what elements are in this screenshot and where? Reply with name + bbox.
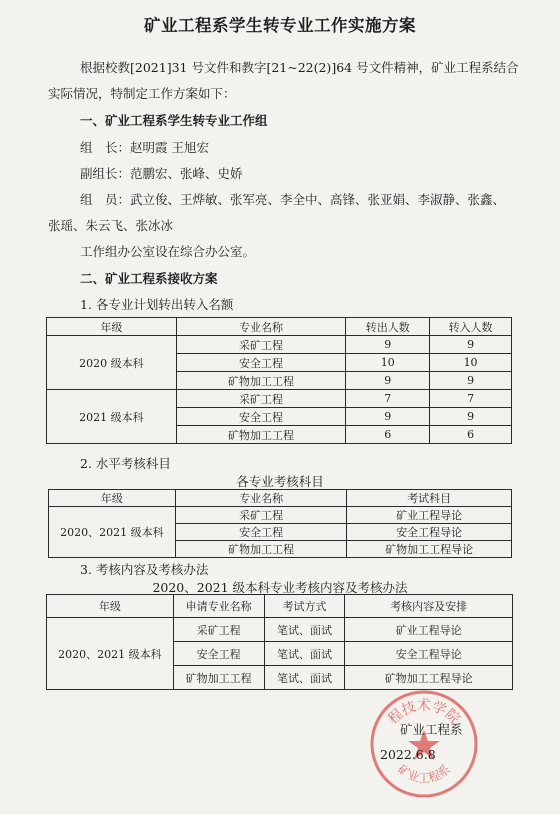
major-cell: 矿物加工工程 bbox=[175, 541, 347, 558]
method-table bbox=[46, 594, 513, 690]
header-content: 考核内容及安排 bbox=[345, 595, 513, 618]
header-major: 申请专业名称 bbox=[173, 595, 264, 618]
seal-text-bottom: 矿业工程系 bbox=[395, 762, 453, 786]
out-cell: 7 bbox=[346, 390, 430, 408]
out-cell: 6 bbox=[346, 426, 430, 444]
method-cell: 笔试、面试 bbox=[264, 618, 345, 642]
major-cell: 采矿工程 bbox=[173, 618, 264, 642]
header-in: 转入人数 bbox=[430, 318, 512, 336]
content-cell: 矿业工程导论 bbox=[345, 618, 513, 642]
vice-leader: 副组长：范鹏宏、张峰、史娇 bbox=[80, 166, 243, 181]
major-cell: 矿物加工工程 bbox=[173, 666, 264, 690]
major-cell: 采矿工程 bbox=[176, 336, 346, 354]
in-cell: 9 bbox=[430, 372, 512, 390]
method-cell: 笔试、面试 bbox=[264, 642, 345, 666]
table-row bbox=[47, 390, 512, 408]
subject-cell: 矿物加工工程导论 bbox=[347, 541, 512, 558]
subject-cell: 矿业工程导论 bbox=[347, 507, 512, 524]
out-cell: 9 bbox=[346, 336, 430, 354]
major-cell: 采矿工程 bbox=[175, 507, 347, 524]
subsection-subjects: 2. 水平考核科目 bbox=[80, 456, 171, 471]
major-cell: 采矿工程 bbox=[176, 390, 346, 408]
in-cell: 9 bbox=[430, 336, 512, 354]
out-cell: 10 bbox=[346, 354, 430, 372]
table-row bbox=[47, 618, 513, 642]
header-grade: 年级 bbox=[47, 318, 177, 336]
official-seal-stamp bbox=[368, 688, 480, 800]
subjects-table bbox=[48, 489, 512, 558]
in-cell: 9 bbox=[430, 408, 512, 426]
signature-date: 2022.6.8 bbox=[380, 747, 436, 762]
header-grade: 年级 bbox=[49, 490, 176, 507]
major-cell: 矿物加工工程 bbox=[176, 372, 346, 390]
major-cell: 安全工程 bbox=[175, 524, 347, 541]
table3-caption: 2020、2021 级本科专业考核内容及考核办法 bbox=[152, 580, 408, 595]
table-row bbox=[49, 507, 512, 524]
intro-line-1: 根据校教[2021]31 号文件和教字[21~22(2)]64 号文件精神，矿业工程系结合 bbox=[80, 60, 519, 75]
members-line-1: 组 员：武立俊、王烨敏、张军亮、李全中、高锋、张亚娟、李淑静、张鑫、 bbox=[80, 192, 506, 207]
out-cell: 9 bbox=[346, 372, 430, 390]
section1-heading: 一、矿业工程系学生转专业工作组 bbox=[80, 113, 268, 128]
grade-cell: 2020 级本科 bbox=[47, 336, 177, 390]
subject-cell: 安全工程导论 bbox=[347, 524, 512, 541]
quota-table bbox=[46, 317, 512, 444]
content-cell: 安全工程导论 bbox=[345, 642, 513, 666]
subsection-method: 3. 考核内容及考核办法 bbox=[80, 562, 209, 577]
header-subject: 考试科目 bbox=[347, 490, 512, 507]
header-out: 转出人数 bbox=[346, 318, 430, 336]
header-major: 专业名称 bbox=[175, 490, 347, 507]
members-line-2: 张瑶、朱云飞、张冰冰 bbox=[48, 218, 174, 233]
major-cell: 安全工程 bbox=[176, 354, 346, 372]
header-method: 考试方式 bbox=[264, 595, 345, 618]
content-cell: 矿物加工工程导论 bbox=[345, 666, 513, 690]
major-cell: 安全工程 bbox=[176, 408, 346, 426]
major-cell: 安全工程 bbox=[173, 642, 264, 666]
grade-cell: 2020、2021 级本科 bbox=[49, 507, 176, 558]
section2-heading: 二、矿业工程系接收方案 bbox=[80, 271, 218, 286]
in-cell: 7 bbox=[430, 390, 512, 408]
grade-cell: 2020、2021 级本科 bbox=[47, 618, 174, 690]
in-cell: 6 bbox=[430, 426, 512, 444]
header-grade: 年级 bbox=[47, 595, 174, 618]
office-note: 工作组办公室设在综合办公室。 bbox=[80, 244, 256, 259]
in-cell: 10 bbox=[430, 354, 512, 372]
major-cell: 矿物加工工程 bbox=[176, 426, 346, 444]
grade-cell: 2021 级本科 bbox=[47, 390, 177, 444]
method-cell: 笔试、面试 bbox=[264, 666, 345, 690]
seal-text-top: 程技术学院 bbox=[385, 698, 463, 728]
table-row bbox=[47, 336, 512, 354]
subsection-quota: 1. 各专业计划转出转入名额 bbox=[80, 297, 234, 312]
header-major: 专业名称 bbox=[176, 318, 346, 336]
document-title: 矿业工程系学生转专业工作实施方案 bbox=[144, 16, 416, 35]
signature-org: 矿业工程系 bbox=[400, 722, 463, 737]
out-cell: 9 bbox=[346, 408, 430, 426]
table2-caption: 各专业考核科目 bbox=[236, 474, 324, 489]
group-leader: 组 长：赵明霞 王旭宏 bbox=[80, 140, 209, 155]
intro-line-2: 实际情况，特制定工作方案如下： bbox=[48, 86, 236, 101]
